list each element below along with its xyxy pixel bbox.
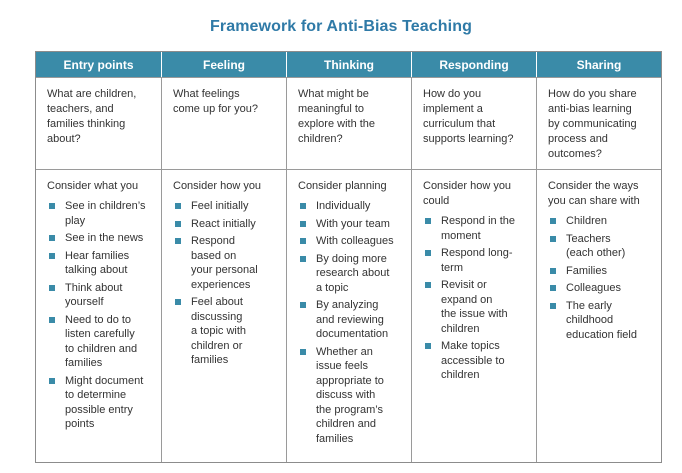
square-bullet-icon: [300, 221, 306, 227]
square-bullet-icon: [175, 299, 181, 305]
list-item-text: Respond long- term: [441, 247, 513, 274]
list-item-text: Hear families talking about: [65, 249, 130, 276]
list-item-text: React initially: [191, 217, 256, 230]
considerations-list: [298, 199, 401, 446]
list-item-text: With colleagues: [316, 235, 394, 247]
column-header-thinking: Thinking: [286, 52, 411, 77]
considerations-intro: Consider the ways you can share with: [548, 180, 640, 207]
square-bullet-icon: [425, 218, 431, 224]
question-cell: What are children, teachers, and families thinking about?: [36, 77, 161, 169]
considerations-cell: [286, 169, 411, 462]
considerations-list: [548, 214, 651, 342]
square-bullet-icon: [300, 349, 306, 355]
square-bullet-icon: [300, 203, 306, 209]
list-item: [423, 339, 526, 383]
list-item-text: Colleagues: [566, 282, 622, 294]
considerations-cell: [411, 169, 536, 462]
column-header-responding: Responding: [411, 52, 536, 77]
square-bullet-icon: [49, 285, 55, 291]
square-bullet-icon: [49, 235, 55, 241]
list-item-text: Feel about discussing a topic with children or families: [191, 296, 247, 366]
column-header-sharing: Sharing: [536, 52, 661, 77]
square-bullet-icon: [550, 236, 556, 242]
list-item-text: The early childhood education field: [566, 299, 637, 341]
considerations-cell: [161, 169, 286, 462]
square-bullet-icon: [425, 250, 431, 256]
question-cell: How do you share anti-bias learning by communicating process and outcomes?: [536, 77, 661, 169]
square-bullet-icon: [550, 303, 556, 309]
question-cell: What feelings come up for you?: [161, 77, 286, 169]
list-item-text: Make topics accessible to children: [441, 340, 505, 381]
square-bullet-icon: [425, 343, 431, 349]
list-item: [548, 281, 651, 296]
list-item: [423, 214, 526, 243]
list-item: [173, 199, 276, 214]
list-item-text: See in the news: [65, 232, 144, 244]
list-item-text: Respond based on your personal experiences: [191, 235, 258, 291]
question-cell: How do you implement a curriculum that supports learning?: [411, 77, 536, 169]
square-bullet-icon: [175, 221, 181, 227]
framework-table: [35, 51, 662, 463]
square-bullet-icon: [49, 317, 55, 323]
list-item-text: Might document to determine possible entry points: [65, 374, 144, 430]
list-item-text: By doing more research about a topic: [316, 252, 390, 294]
list-item: [423, 278, 526, 336]
considerations-intro: Consider what you: [47, 180, 139, 192]
list-item: [47, 313, 151, 371]
list-item-text: By analyzing and reviewing documentation: [316, 299, 389, 340]
page-title: Framework for Anti-Bias Teaching: [210, 18, 472, 35]
square-bullet-icon: [300, 256, 306, 262]
list-item-text: Teachers (each other): [566, 232, 626, 259]
considerations-list: [47, 199, 151, 432]
list-item: [173, 234, 276, 292]
list-item-text: With your team: [316, 217, 390, 230]
list-item: [298, 199, 401, 214]
considerations-list: [173, 199, 276, 368]
square-bullet-icon: [49, 253, 55, 259]
list-item-text: Individually: [316, 200, 371, 212]
list-item: [47, 199, 151, 228]
list-item: [173, 217, 276, 232]
list-item-text: Whether an issue feels appropriate to discuss with the program’s children and families: [316, 345, 384, 445]
list-item: [47, 249, 151, 278]
column-header-entry-points: Entry points: [36, 52, 161, 77]
list-item-text: See in children’s play: [65, 200, 146, 227]
considerations-intro: Consider planning: [298, 180, 387, 192]
considerations-intro: Consider how you could: [423, 180, 512, 207]
considerations-list: [423, 214, 526, 383]
list-item: [173, 295, 276, 368]
considerations-cell: [36, 169, 161, 462]
square-bullet-icon: [425, 282, 431, 288]
square-bullet-icon: [175, 203, 181, 209]
list-item: [47, 374, 151, 432]
square-bullet-icon: [550, 218, 556, 224]
list-item: [548, 299, 651, 343]
list-item-text: Need to do to listen carefully to children and families: [65, 313, 138, 369]
square-bullet-icon: [300, 238, 306, 244]
list-item: [423, 246, 526, 275]
list-item-text: Respond in the moment: [441, 215, 515, 242]
square-bullet-icon: [175, 238, 181, 244]
square-bullet-icon: [300, 302, 306, 308]
list-item-text: Think about yourself: [65, 281, 123, 308]
considerations-intro: Consider how you: [173, 180, 262, 192]
list-item: [548, 264, 651, 279]
list-item-text: Children: [566, 215, 607, 227]
list-item-text: Feel initially: [191, 200, 249, 212]
question-cell: What might be meaningful to explore with the children?: [286, 77, 411, 169]
list-item: [47, 281, 151, 310]
square-bullet-icon: [49, 378, 55, 384]
square-bullet-icon: [49, 203, 55, 209]
square-bullet-icon: [550, 268, 556, 274]
square-bullet-icon: [550, 285, 556, 291]
list-item: [298, 234, 401, 249]
list-item: [298, 252, 401, 296]
list-item: [47, 231, 151, 246]
list-item-text: Revisit or expand on the issue with children: [441, 279, 508, 335]
list-item: [298, 345, 401, 447]
list-item-text: Families: [566, 264, 607, 277]
list-item: [298, 217, 401, 232]
column-header-feeling: Feeling: [161, 52, 286, 77]
list-item: [298, 298, 401, 342]
list-item: [548, 214, 651, 229]
considerations-cell: [536, 169, 661, 462]
list-item: [548, 232, 651, 261]
